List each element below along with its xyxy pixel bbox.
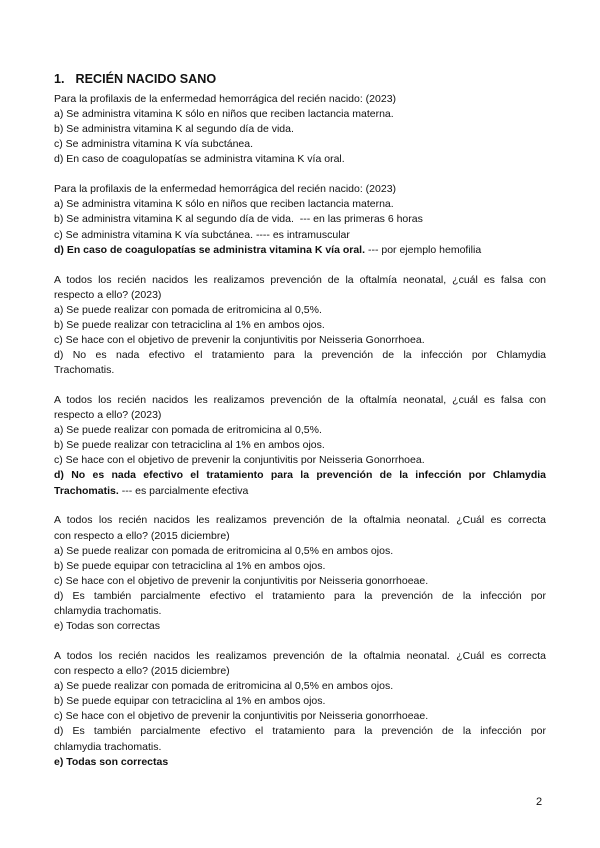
question-vitamin-k-answered (54, 182, 546, 257)
option-c: c) Se hace con el objetivo de prevenir la conjuntivitis por Neisseria gonorrhoeae. (54, 574, 429, 587)
option-a: a) Se puede realizar con pomada de eritromicina al 0,5% en ambos ojos. (54, 544, 394, 557)
option-b: b) Se puede realizar con tetraciclina al 1% en ambos ojos. (54, 439, 325, 452)
option-d-correct: d) En caso de coagulopatías se administra vitamina K vía oral. --- por ejemplo hemofilia (54, 243, 482, 256)
question-stem: A todos los recién nacidos les realizamos prevención de la oftalmia neonatal. ¿Cuál es correcta (54, 649, 546, 662)
question-stem-cont: respecto a ello? (2023) (54, 409, 162, 422)
question-stem-cont: con respecto a ello? (2015 diciembre) (54, 665, 230, 678)
option-c: c) Se administra vitamina K vía subctánea. (54, 138, 254, 151)
option-b: b) Se administra vitamina K al segundo día de vida. (54, 123, 294, 136)
question-stem-cont: respecto a ello? (2023) (54, 288, 162, 301)
question-stem: Para la profilaxis de la enfermedad hemorrágica del recién nacido: (2023) (54, 183, 397, 196)
option-a: a) Se puede realizar con pomada de eritromicina al 0,5%. (54, 303, 322, 316)
option-b: b) Se administra vitamina K al segundo día de vida. --- en las primeras 6 horas (54, 213, 423, 226)
question-vitamin-k (54, 92, 546, 167)
answer-note: --- es parcialmente efectiva (121, 484, 249, 497)
answer-note: --- en las primeras 6 horas (299, 213, 423, 226)
option-b: b) Se puede equipar con tetraciclina al 1% en ambos ojos. (54, 559, 326, 572)
question-ophthalmia-correct-answered (54, 649, 546, 770)
option-c: c) Se administra vitamina K vía subctánea. ---- es intramuscular (54, 228, 350, 241)
question-ophthalmia-correct (54, 513, 546, 634)
question-stem: A todos los recién nacidos les realizamos prevención de la oftalmía neonatal, ¿cuál es falsa con (54, 273, 546, 286)
option-d: d) Es también parcialmente efectivo el tratamiento para la prevención de la infección por (54, 725, 546, 738)
option-d: d) No es nada efectivo el tratamiento para la prevención de la infección por Chlamydia (54, 349, 546, 361)
option-c: c) Se hace con el objetivo de prevenir la conjuntivitis por Neisseria gonorrhoeae. (54, 710, 429, 723)
option-b: b) Se puede equipar con tetraciclina al 1% en ambos ojos. (54, 695, 326, 708)
document-page (54, 70, 546, 785)
section-title: 1. RECIÉN NACIDO SANO (54, 72, 217, 86)
page-number: 2 (536, 796, 543, 808)
answer-note: ---- es intramuscular (255, 228, 350, 241)
option-d: d) En caso de coagulopatías se administra vitamina K vía oral. (54, 153, 345, 166)
question-ophthalmia-false-answered (54, 393, 546, 499)
option-d-cont: chlamydia trachomatis. (54, 740, 162, 753)
option-d-cont: Trachomatis. (54, 364, 115, 377)
option-a: a) Se administra vitamina K sólo en niños que reciben lactancia materna. (54, 198, 394, 211)
question-stem: Para la profilaxis de la enfermedad hemorrágica del recién nacido: (2023) (54, 93, 397, 105)
question-stem-cont: con respecto a ello? (2015 diciembre) (54, 529, 230, 542)
option-b: b) Se puede realizar con tetraciclina al 1% en ambos ojos. (54, 318, 325, 331)
option-c: c) Se hace con el objetivo de prevenir la conjuntivitis por Neisseria Gonorrhoea. (54, 454, 425, 467)
option-d-cont: chlamydia trachomatis. (54, 605, 162, 617)
option-e: e) Todas son correctas (54, 620, 161, 633)
option-a: a) Se puede realizar con pomada de eritromicina al 0,5% en ambos ojos. (54, 680, 394, 693)
option-d: d) Es también parcialmente efectivo el tratamiento para la prevención de la infección por (54, 589, 546, 602)
option-a: a) Se administra vitamina K sólo en niños que reciben lactancia materna. (54, 108, 394, 121)
option-d-cont: Trachomatis. --- es parcialmente efectiva (54, 484, 249, 497)
question-stem: A todos los recién nacidos les realizamos prevención de la oftalmia neonatal. ¿Cuál es correcta (54, 514, 546, 527)
option-c: c) Se hace con el objetivo de prevenir la conjuntivitis por Neisseria Gonorrhoea. (54, 333, 425, 346)
option-e-correct: e) Todas son correctas (54, 755, 169, 768)
option-d-correct: d) No es nada efectivo el tratamiento para la prevención de la infección por Chlamydia (54, 469, 546, 482)
question-ophthalmia-false (54, 273, 546, 379)
question-stem: A todos los recién nacidos les realizamos prevención de la oftalmía neonatal, ¿cuál es falsa con (54, 393, 546, 406)
option-a: a) Se puede realizar con pomada de eritromicina al 0,5%. (54, 424, 322, 437)
answer-note: --- por ejemplo hemofilia (367, 243, 482, 256)
